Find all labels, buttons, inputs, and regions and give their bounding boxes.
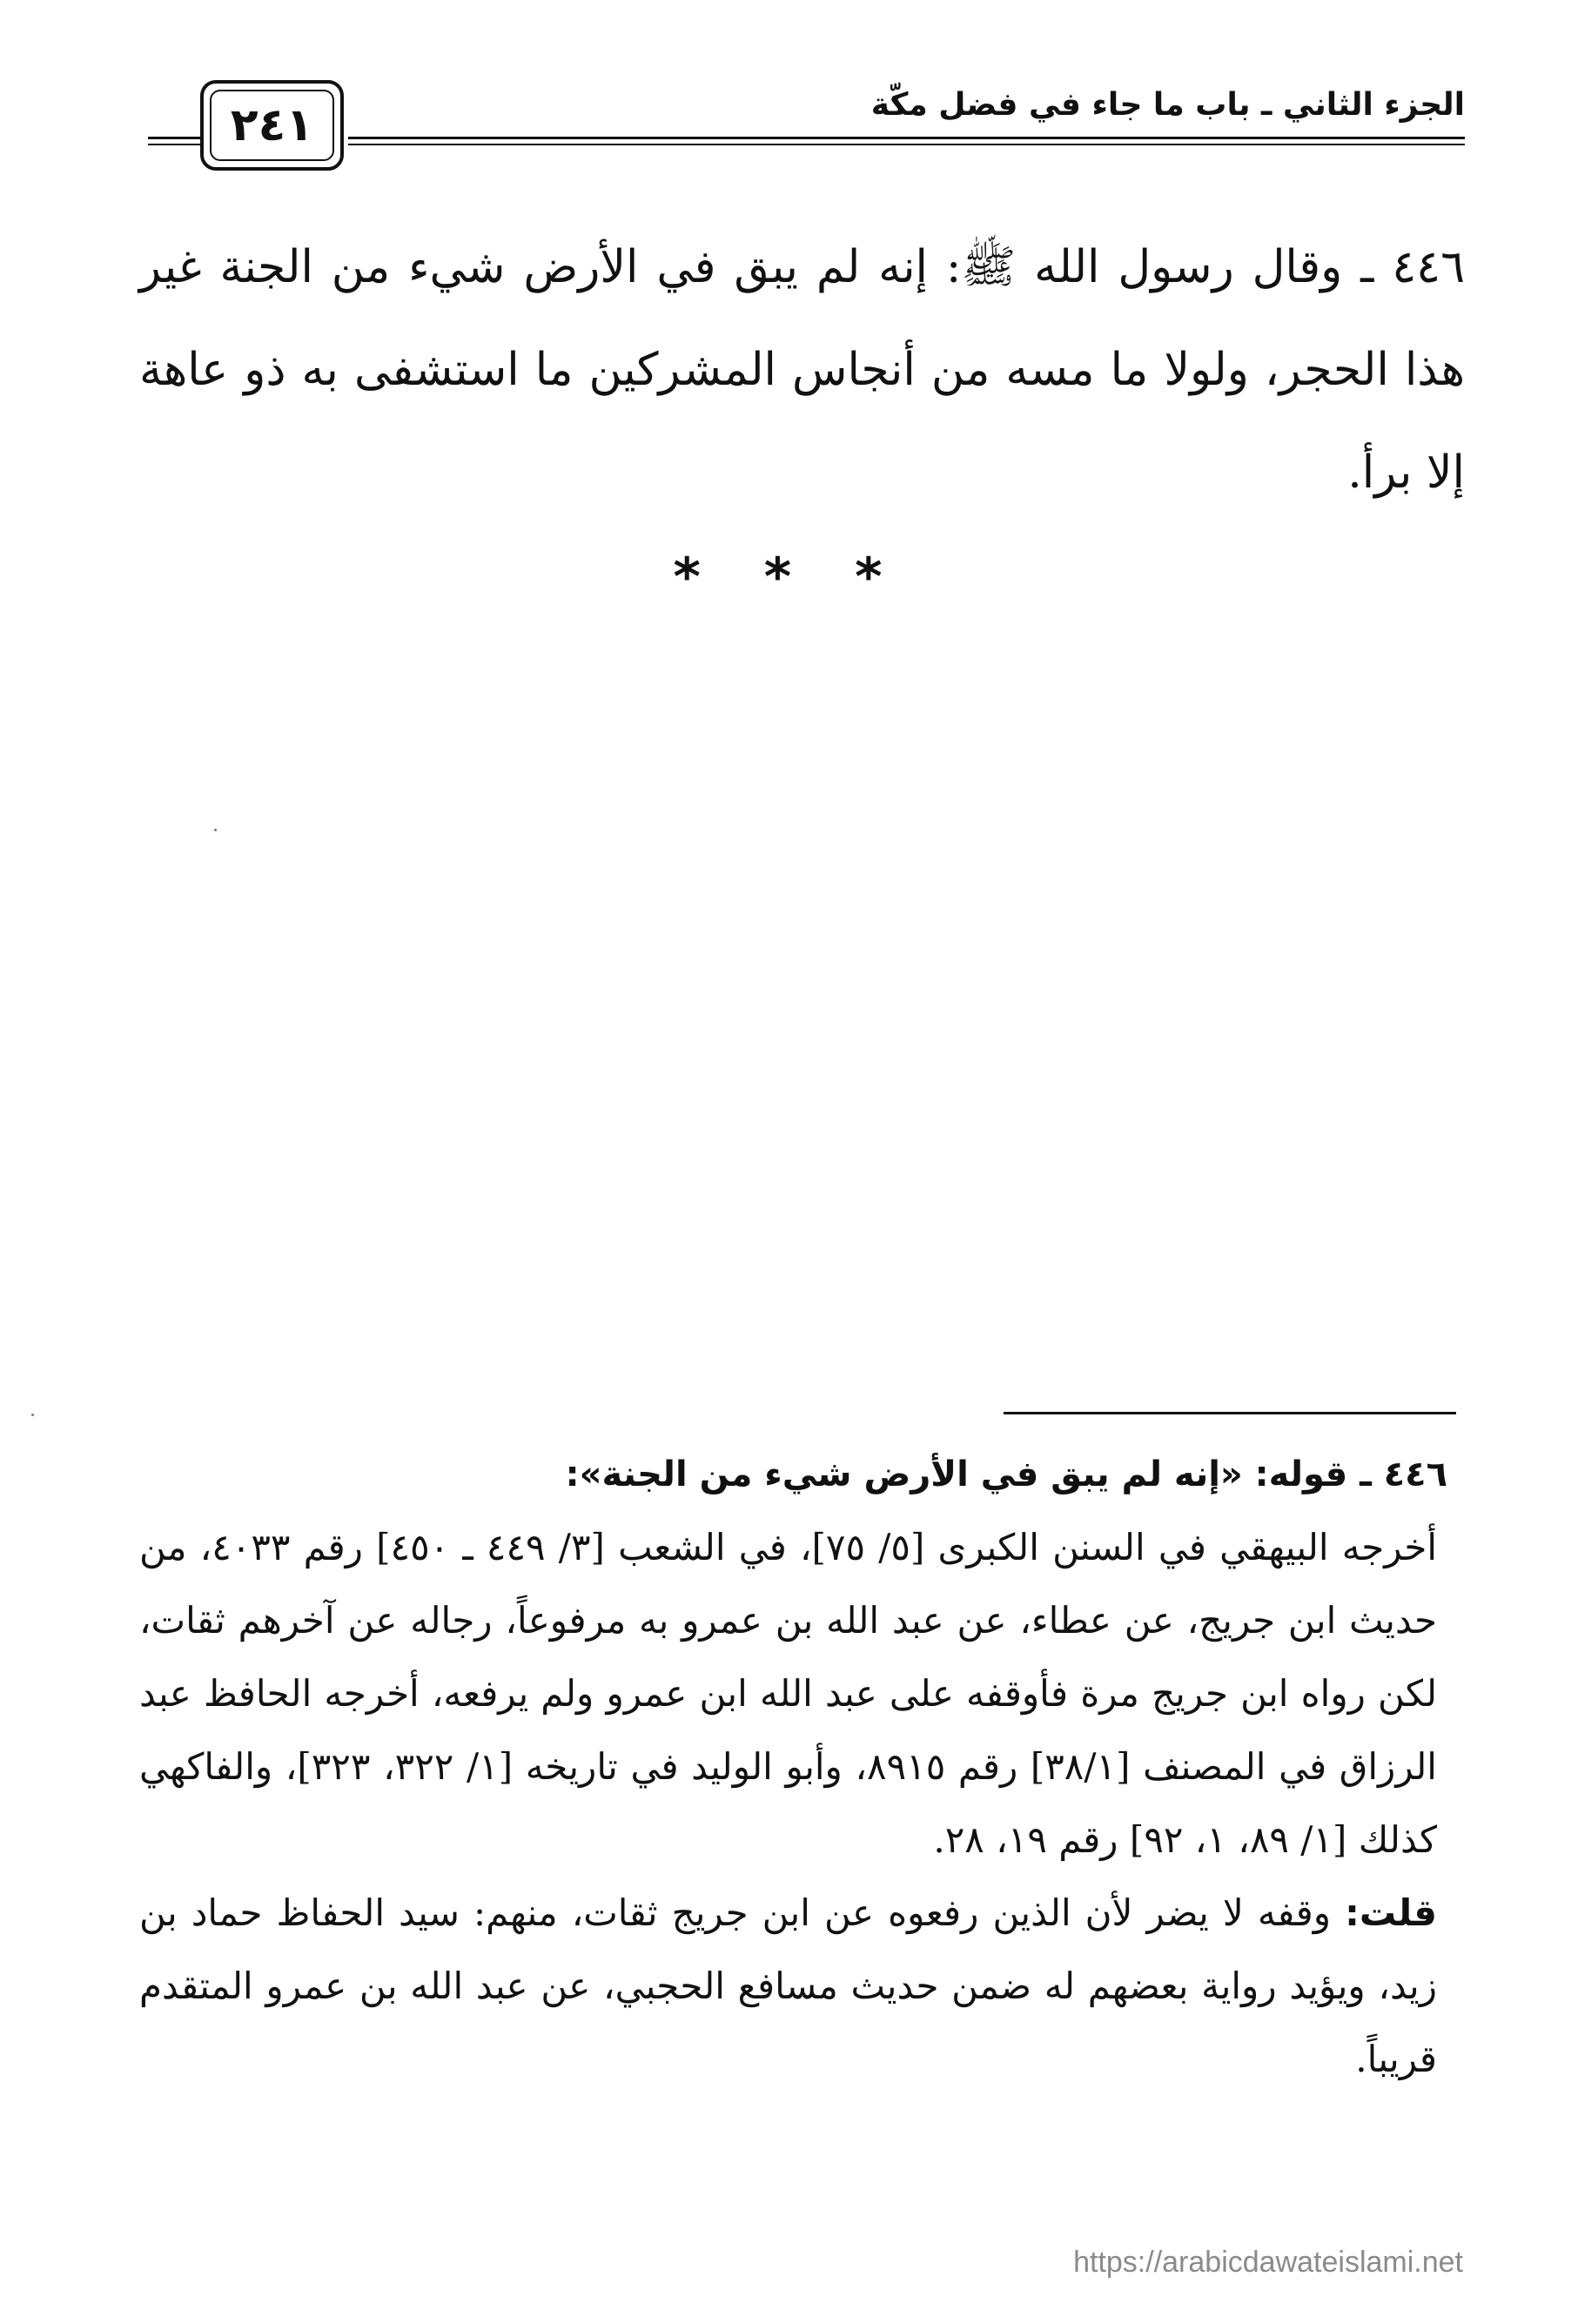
header-rule — [348, 144, 1465, 145]
footnotes — [139, 1438, 1447, 2096]
footnote-text: وقفه لا يضر لأن الذين رفعوه عن ابن جريج ثقات، منهم: سيد الحفاظ حماد بن زيد، ويؤيد رواية بعضهم له ضمن حديث مسافع الحجبي، عن عبد الله بن عمرو المتقدم قريباً. — [139, 1891, 1437, 2080]
header-rule — [148, 137, 200, 139]
running-header — [148, 80, 1465, 158]
page-number: ٢٤١ — [210, 90, 334, 161]
footnote-title: ٤٤٦ ـ قوله: «إنه لم يبق في الأرض شيء من الجنة»: — [565, 1454, 1447, 1494]
scan-speck — [214, 829, 217, 831]
footnote-rule — [1004, 1412, 1456, 1414]
hadith-number: ٤٤٦ ـ — [1360, 241, 1465, 293]
footnote-paragraph: أخرجه البيهقي في السنن الكبرى [٥/ ٧٥]، في الشعب [٣/ ٤٤٩ ـ ٤٥٠] رقم ٤٠٣٣، من حديث ابن جريج، عن عطاء، عن عبد الله بن عمرو به مرفوعاً، رجاله عن آخرهم ثقات، لكن رواه ابن جريج مرة فأوقفه على عبد الله ابن عمرو ولم يرفعه، أخرجه الحافظ عبد الرزاق في المصنف [٣٨/١] رقم ٨٩١٥، وأبو الوليد في تاريخه [١/ ٣٢٢، ٣٢٣]، والفاكهي كذلك [١/ ٨٩، ١، ٩٢] رقم ١٩، ٢٨. — [139, 1526, 1437, 1861]
main-hadith-text — [139, 216, 1465, 524]
scan-speck — [31, 1414, 34, 1416]
page-number-frame — [200, 80, 344, 171]
header-title: الجزء الثاني ـ باب ما جاء في فضل مكّة — [870, 87, 1465, 123]
hadith-body: وقال رسول الله ﷺ: إنه لم يبق في الأرض شيء من الجنة غير هذا الحجر، ولولا ما مسه من أنجاس المشركين ما استشفى به ذو عاهة إلا برأ. — [139, 241, 1465, 499]
header-rule — [348, 137, 1465, 139]
footnote-lead: قلت: — [1345, 1891, 1437, 1934]
watermark-url: https://arabicdawateislami.net — [1073, 2246, 1463, 2279]
header-rule — [148, 144, 200, 145]
footnote-paragraph — [139, 1877, 1437, 2096]
section-separator: * * * — [673, 547, 905, 608]
